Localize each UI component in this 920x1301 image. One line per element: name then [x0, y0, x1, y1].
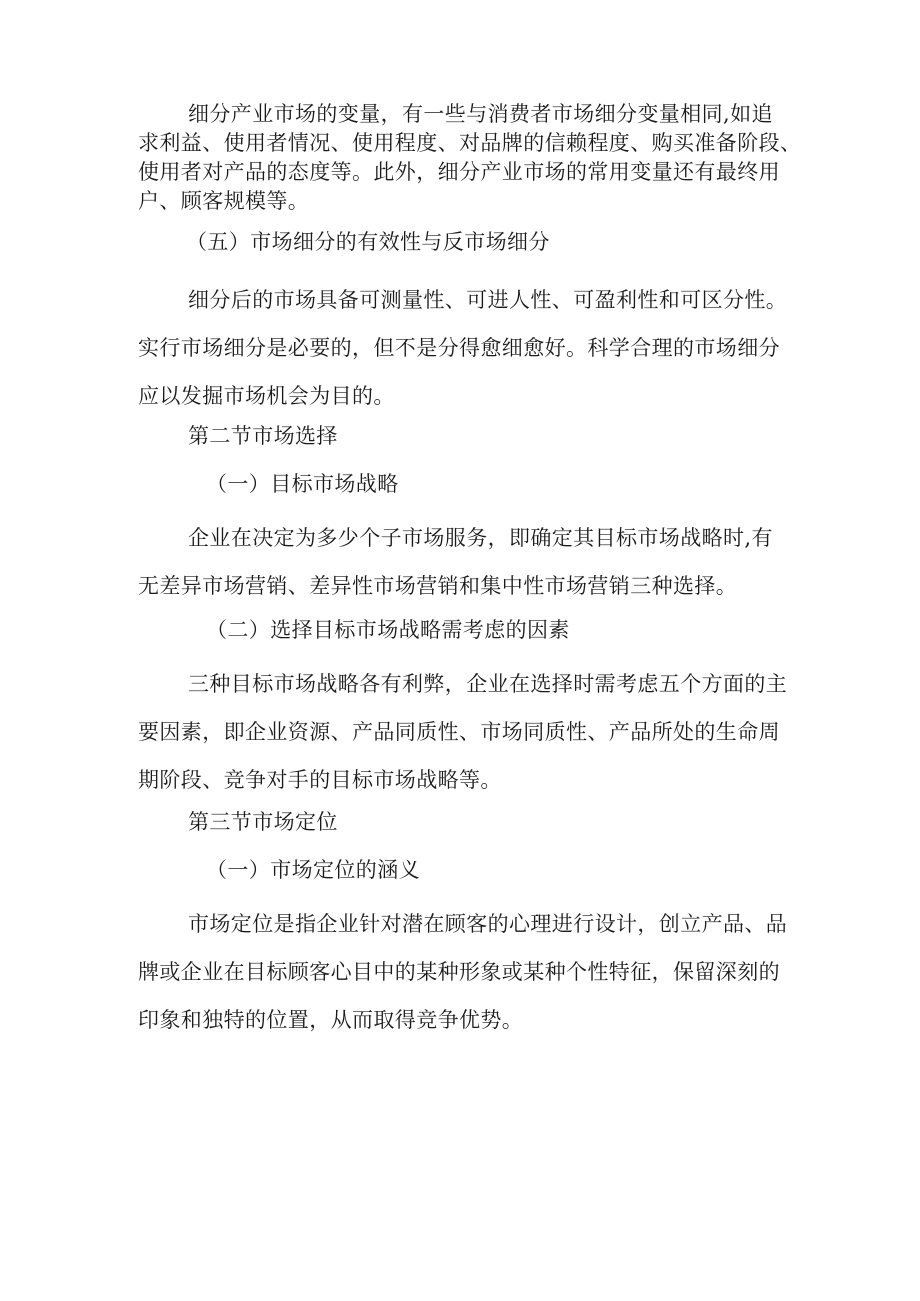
paragraph-positioning-meaning: [138, 900, 810, 1044]
heading-strategy-factors: [206, 614, 878, 646]
paragraph-strategy-factors: [138, 660, 810, 804]
text-line: 应以发掘市场机会为目的。: [138, 384, 395, 408]
section-title-text: 第二节市场选择: [188, 424, 338, 448]
paragraph-industrial-segmentation-variables: [138, 100, 810, 216]
section-title-market-selection: [188, 420, 860, 452]
text-line: 实行市场细分是必要的，但不是分得愈细愈好。科学合理的市场细分: [138, 336, 780, 360]
heading-positioning-meaning: [206, 854, 878, 886]
heading-text: （一）市场定位的涵义: [206, 858, 420, 882]
text-line: 求利益、使用者情况、使用程度、对品牌的信赖程度、购买准备阶段、: [138, 131, 802, 155]
text-line: 无差异市场营销、差异性市场营销和集中性市场营销三种选择。: [138, 574, 738, 598]
text-line: 期阶段、竞争对手的目标市场战略等。: [138, 768, 502, 792]
heading-text: （一）目标市场战略: [206, 472, 399, 496]
heading-target-market-strategy: [206, 468, 878, 500]
text-line: 印象和独特的位置，从而取得竞争优势。: [138, 1008, 524, 1032]
text-line: 细分后的市场具备可测量性、可进人性、可盈利性和可区分性。: [188, 288, 788, 312]
section-title-market-positioning: [188, 806, 860, 838]
text-line: 三种目标市场战略各有利弊，企业在选择时需考虑五个方面的主: [188, 672, 788, 696]
heading-segmentation-effectiveness: [186, 226, 858, 258]
paragraph-segmentation-effectiveness: [138, 276, 810, 420]
heading-text: （二）选择目标市场战略需考虑的因素: [206, 618, 570, 642]
text-line: 户、顾客规模等。: [138, 189, 310, 213]
text-line: 细分产业市场的变量，有一些与消费者市场细分变量相同,如追: [188, 102, 773, 126]
text-line: 要因素，即企业资源、产品同质性、市场同质性、产品所处的生命周: [138, 720, 780, 744]
text-line: 市场定位是指企业针对潜在顾客的心理进行设计，创立产品、品: [188, 912, 788, 936]
paragraph-target-market-strategy: [138, 514, 810, 610]
heading-text: （五）市场细分的有效性与反市场细分: [186, 230, 550, 254]
text-line: 牌或企业在目标顾客心目中的某种形象或某种个性特征，保留深刻的: [138, 960, 780, 984]
section-title-text: 第三节市场定位: [188, 810, 338, 834]
text-line: 企业在决定为多少个子市场服务，即确定其目标市场战略时,有: [188, 526, 773, 550]
text-line: 使用者对产品的态度等。此外，细分产业市场的常用变量还有最终用: [138, 160, 780, 184]
